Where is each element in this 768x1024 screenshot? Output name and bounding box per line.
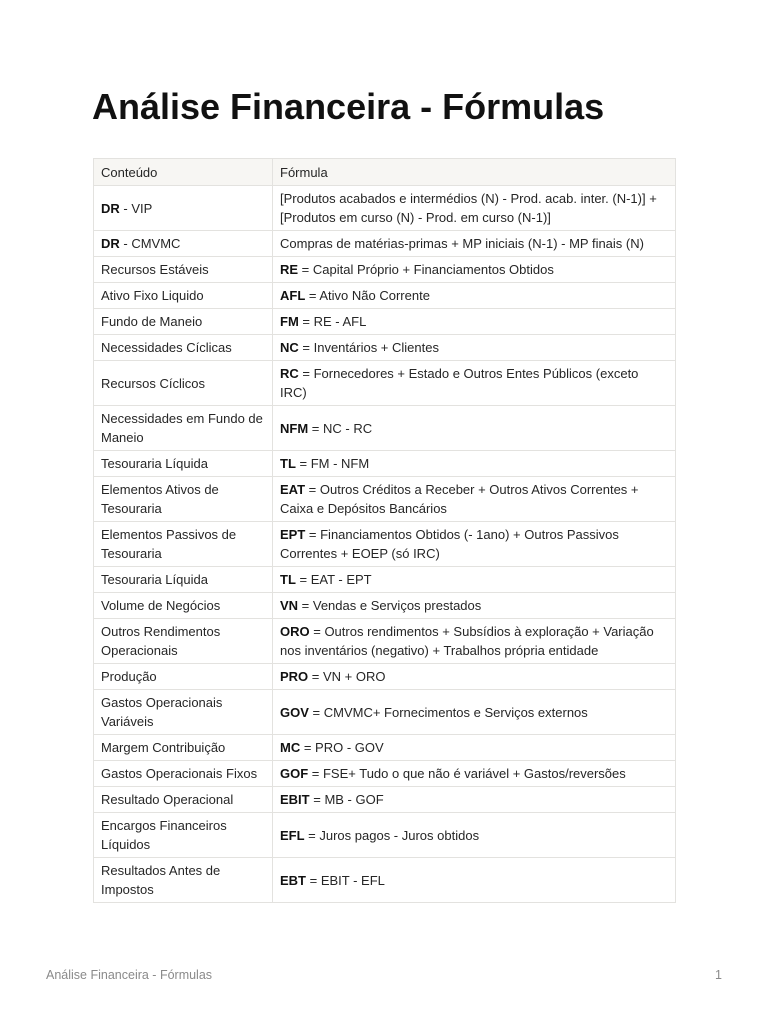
content-text: - VIP — [119, 200, 153, 216]
formula-abbreviation: VN — [280, 598, 299, 613]
formula-abbreviation: EAT — [280, 482, 306, 497]
content-cell — [94, 309, 273, 335]
table-row — [94, 257, 676, 283]
formula-text: [Produtos acabados e intermédios (N) - Prod. acab. inter. (N-1)] + [Produtos em curso (N) - Prod. em curso (N-1)] — [280, 191, 657, 225]
table-header-row — [94, 159, 676, 186]
formula-text: = FM - NFM — [295, 456, 370, 471]
formula-abbreviation: PRO — [280, 669, 309, 684]
formula-abbreviation: GOV — [280, 704, 309, 720]
content-cell — [94, 593, 273, 619]
formula-cell — [273, 858, 676, 903]
content-text: Ativo Fixo Liquido — [101, 288, 204, 303]
table-row — [94, 813, 676, 858]
content-text: Elementos Ativos de Tesouraria — [101, 482, 219, 516]
page-title: Análise Financeira - Fórmulas — [92, 86, 605, 127]
content-cell — [94, 813, 273, 858]
formula-text: = Fornecedores + Estado e Outros Entes Públicos (exceto IRC) — [280, 366, 639, 400]
content-cell — [94, 283, 273, 309]
formula-abbreviation: AFL — [280, 288, 306, 303]
formula-abbreviation: EPT — [280, 527, 306, 542]
content-text: Gastos Operacionais Fixos — [101, 766, 258, 781]
formula-text: = Outros Créditos a Receber + Outros Ativos Correntes + Caixa e Depósitos Bancários — [280, 482, 639, 516]
column-header-content: Conteúdo — [94, 159, 273, 186]
content-cell — [94, 186, 273, 231]
content-cell — [94, 619, 273, 664]
content-text: Tesouraria Líquida — [101, 572, 208, 587]
table-row — [94, 406, 676, 451]
table-row — [94, 858, 676, 903]
formula-cell — [273, 567, 676, 593]
table-row — [94, 787, 676, 813]
content-cell — [94, 690, 273, 735]
formula-cell — [273, 406, 676, 451]
formula-cell — [273, 477, 676, 522]
formula-abbreviation: RE — [280, 262, 299, 277]
formula-cell — [273, 231, 676, 257]
formula-text: = Juros pagos - Juros obtidos — [304, 827, 480, 843]
content-cell — [94, 735, 273, 761]
table-body — [94, 186, 676, 903]
formula-cell — [273, 735, 676, 761]
formula-text: = MB - GOF — [309, 792, 384, 807]
formula-cell — [273, 335, 676, 361]
content-text: Recursos Estáveis — [101, 262, 209, 277]
formula-abbreviation: NFM — [280, 420, 309, 436]
formula-abbreviation: EFL — [280, 827, 305, 843]
content-abbreviation: DR — [101, 236, 120, 251]
content-cell — [94, 858, 273, 903]
content-text: Volume de Negócios — [101, 598, 221, 613]
formula-cell — [273, 664, 676, 690]
table-row — [94, 309, 676, 335]
table-row — [94, 231, 676, 257]
formula-cell — [273, 522, 676, 567]
formula-cell — [273, 690, 676, 735]
content-text: Recursos Cíclicos — [101, 375, 206, 391]
content-cell — [94, 761, 273, 787]
formula-text: = Inventários + Clientes — [298, 340, 439, 355]
table-row — [94, 735, 676, 761]
formula-cell — [273, 787, 676, 813]
content-text: Resultados Antes de Impostos — [101, 863, 221, 897]
formula-text: = Capital Próprio + Financiamentos Obtidos — [298, 262, 554, 277]
table-row — [94, 335, 676, 361]
formula-cell — [273, 761, 676, 787]
table-row — [94, 186, 676, 231]
formula-abbreviation: NC — [280, 340, 299, 355]
page-number: 1 — [715, 968, 722, 982]
formula-abbreviation: EBT — [280, 872, 306, 888]
content-text: Encargos Financeiros Líquidos — [101, 818, 227, 852]
formula-text: Compras de matérias-primas + MP iniciais (N-1) - MP finais (N) — [280, 236, 644, 251]
table-row — [94, 451, 676, 477]
formula-text: = EBIT - EFL — [306, 872, 385, 888]
content-cell — [94, 406, 273, 451]
content-cell — [94, 451, 273, 477]
content-text: Necessidades Cíclicas — [101, 340, 232, 355]
table-row — [94, 664, 676, 690]
formula-cell — [273, 619, 676, 664]
formula-cell — [273, 813, 676, 858]
formula-text: = Financiamentos Obtidos (- 1ano) + Outros Passivos Correntes + EOEP (só IRC) — [280, 527, 619, 561]
table-row — [94, 593, 676, 619]
footer-title: Análise Financeira - Fórmulas — [46, 968, 213, 982]
formula-text: = NC - RC — [308, 420, 373, 436]
formula-cell — [273, 257, 676, 283]
content-cell — [94, 231, 273, 257]
formula-cell — [273, 361, 676, 406]
content-cell — [94, 335, 273, 361]
formula-cell — [273, 309, 676, 335]
content-text: Outros Rendimentos Operacionais — [101, 624, 221, 658]
formula-text: = Outros rendimentos + Subsídios à exploração + Variação nos inventários (negativo) + Trabalhos própria entidade — [280, 624, 654, 658]
table-row — [94, 690, 676, 735]
formula-text: = Vendas e Serviços prestados — [298, 598, 482, 613]
content-text: Fundo de Maneio — [101, 314, 203, 329]
formula-abbreviation: MC — [280, 740, 301, 755]
formula-abbreviation: EBIT — [280, 792, 310, 807]
content-cell — [94, 522, 273, 567]
content-cell — [94, 664, 273, 690]
formula-abbreviation: RC — [280, 366, 299, 381]
formula-text: = CMVMC+ Fornecimentos e Serviços externos — [308, 704, 588, 720]
formula-cell — [273, 593, 676, 619]
content-cell — [94, 257, 273, 283]
formula-text: = VN + ORO — [308, 669, 386, 684]
formula-text: = FSE+ Tudo o que não é variável + Gastos/reversões — [308, 766, 626, 781]
content-cell — [94, 361, 273, 406]
formula-cell — [273, 283, 676, 309]
formula-cell — [273, 186, 676, 231]
table-row — [94, 761, 676, 787]
table-row — [94, 619, 676, 664]
formula-abbreviation: FM — [280, 314, 299, 329]
content-cell — [94, 477, 273, 522]
table-row — [94, 361, 676, 406]
content-cell — [94, 567, 273, 593]
formulas-table — [93, 158, 676, 903]
formula-text: = PRO - GOV — [300, 740, 384, 755]
table-row — [94, 477, 676, 522]
formula-text: = Ativo Não Corrente — [305, 288, 430, 303]
formula-text: = RE - AFL — [298, 314, 367, 329]
content-text: Gastos Operacionais Variáveis — [101, 695, 223, 729]
content-text: Necessidades em Fundo de Maneio — [101, 411, 263, 445]
formula-abbreviation: GOF — [280, 766, 309, 781]
content-text: Tesouraria Líquida — [101, 456, 208, 471]
content-text: Elementos Passivos de Tesouraria — [101, 527, 237, 561]
content-text: Resultado Operacional — [101, 792, 234, 807]
formula-abbreviation: TL — [280, 456, 296, 471]
content-abbreviation: DR — [101, 200, 120, 216]
content-text: Margem Contribuição — [101, 740, 226, 755]
table-row — [94, 522, 676, 567]
formula-abbreviation: ORO — [280, 624, 310, 639]
content-cell — [94, 787, 273, 813]
column-header-formula: Fórmula — [273, 159, 676, 186]
formula-abbreviation: TL — [280, 572, 296, 587]
formula-cell — [273, 451, 676, 477]
content-text: Produção — [101, 669, 157, 684]
content-text: - CMVMC — [119, 236, 181, 251]
table-row — [94, 283, 676, 309]
table-row — [94, 567, 676, 593]
formula-text: = EAT - EPT — [295, 572, 372, 587]
